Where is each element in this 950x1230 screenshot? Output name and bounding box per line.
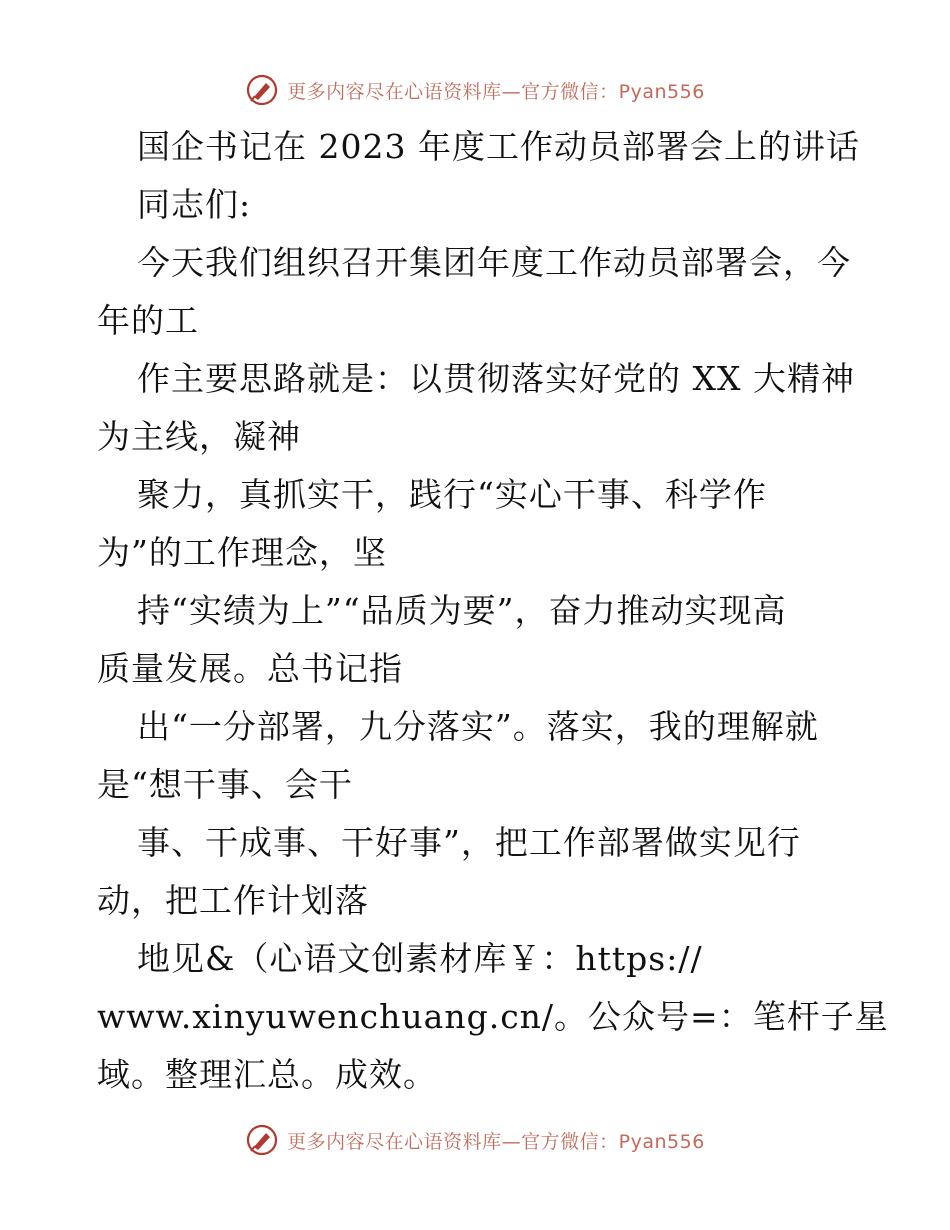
document-line: www.xinyuwenchuang.cn/。公众号=：笔杆子星 <box>97 997 889 1036</box>
document-line: 事、干成事、干好事”，把工作部署做实见行 <box>137 823 801 862</box>
footer-banner-text: 更多内容尽在心语资料库—官方微信：Pyan556 <box>287 1130 705 1153</box>
document-line: 聚力，真抓实干，践行“实心干事、科学作 <box>137 475 767 514</box>
header-banner-text: 更多内容尽在心语资料库—官方微信：Pyan556 <box>287 80 705 103</box>
document-line: 是“想干事、会干 <box>97 765 353 804</box>
document-line: 年的工 <box>97 301 199 340</box>
header-banner <box>0 70 950 110</box>
pen-nib-logo-icon <box>245 73 279 107</box>
footer-banner <box>0 1120 950 1160</box>
document-line: 出“一分部署，九分落实”。落实，我的理解就 <box>137 707 819 746</box>
document-line: 为主线，凝神 <box>97 417 301 456</box>
document-body <box>97 118 887 1104</box>
document-line: 持“实绩为上”“品质为要”，奋力推动实现高 <box>137 591 787 630</box>
document-line: 动，把工作计划落 <box>97 881 369 920</box>
document-line: 今天我们组织召开集团年度工作动员部署会，今 <box>137 243 851 282</box>
document-line: 作主要思路就是：以贯彻落实好党的 XX 大精神 <box>137 359 855 398</box>
document-line: 地见&（心语文创素材库￥：https:// <box>137 939 703 978</box>
document-line: 为”的工作理念，坚 <box>97 533 387 572</box>
document-line: 同志们: <box>137 185 252 224</box>
document-title: 国企书记在 2023 年度工作动员部署会上的讲话 <box>137 127 860 166</box>
document-line: 质量发展。总书记指 <box>97 649 403 688</box>
document-line: 域。整理汇总。成效。 <box>97 1055 437 1094</box>
pen-nib-logo-icon <box>245 1123 279 1157</box>
